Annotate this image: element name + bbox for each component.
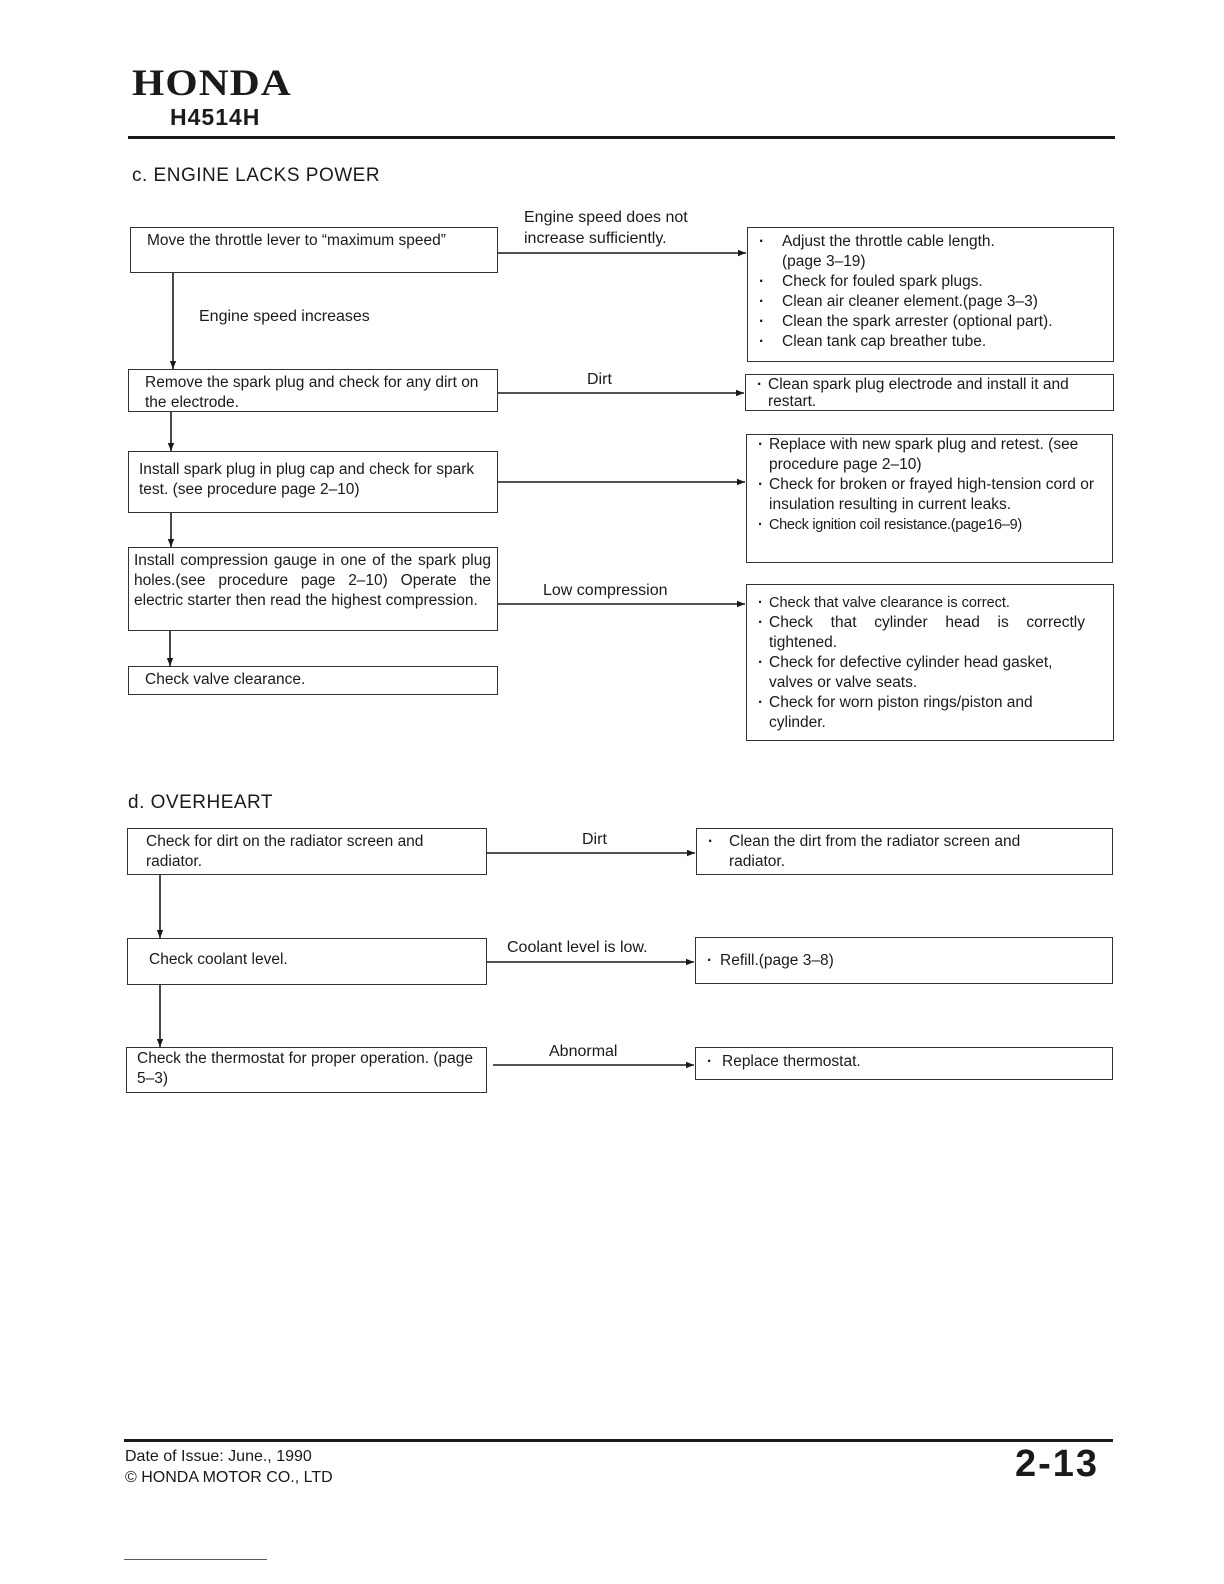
copyright: © HONDA MOTOR CO., LTD [125, 1469, 333, 1486]
footer-rule [124, 1439, 1113, 1442]
step-throttle-lever: Move the throttle lever to “maximum speed” [130, 227, 498, 273]
bottom-link-underline [124, 1559, 267, 1560]
date-of-issue: Date of Issue: June., 1990 [125, 1448, 312, 1465]
result-item: · Clean spark plug electrode and install it and restart. [768, 376, 1105, 410]
result-item: · Clean the spark arrester (optional part). [770, 312, 1105, 332]
result-item: · Clean air cleaner element.(page 3‒3) [770, 292, 1105, 312]
step-check-thermostat: Check the thermostat for proper operation. (page 5‒3) [126, 1047, 487, 1093]
label-abnormal: Abnormal [549, 1043, 618, 1060]
section-c-title: c. ENGINE LACKS POWER [132, 165, 381, 186]
step-check-coolant: Check coolant level. [127, 938, 487, 985]
label-engine-speed-not-increase: Engine speed does not increase sufficiently. [524, 209, 688, 247]
result-item: · Check for fouled spark plugs. [770, 272, 1105, 292]
step-remove-spark-plug: Remove the spark plug and check for any dirt on the electrode. [128, 369, 498, 412]
label-dirt-c: Dirt [587, 371, 612, 388]
result-item: · Clean tank cap breather tube. [770, 332, 1105, 352]
result-item: · Check for broken or frayed high-tension cord or insulation resulting in current leaks. [769, 475, 1104, 515]
result-item: · Clean the dirt from the radiator screen and radiator. [719, 832, 1104, 872]
label-coolant-low: Coolant level is low. [507, 939, 648, 956]
result-item: · Replace with new spark plug and retest. (see procedure page 2‒10) [769, 435, 1104, 475]
step-check-radiator: Check for dirt on the radiator screen and radiator. [127, 828, 487, 875]
result-item: · Adjust the throttle cable length. (page 3‒19) [770, 232, 1105, 272]
result-item: · Check that cylinder head is correctly tightened. [769, 613, 1105, 653]
page-number: 2-13 [1015, 1443, 1100, 1485]
result-item: · Check that valve clearance is correct. [769, 593, 1105, 613]
label-engine-speed-increases: Engine speed increases [199, 308, 370, 325]
step-check-valve-clearance: Check valve clearance. [128, 666, 498, 695]
model-number: H4514H [170, 104, 261, 130]
section-d-title: d. OVERHEART [128, 792, 274, 813]
result-item: · Refill.(page 3‒8) [718, 951, 1104, 971]
step-compression-gauge: Install compression gauge in one of the spark plug holes.(see procedure page 2‒10) Operate the electric starter then read the highest compression. [128, 547, 498, 631]
result-item: · Check for defective cylinder head gasket, valves or valve seats. [769, 653, 1105, 693]
label-dirt-d: Dirt [582, 831, 607, 848]
result-item: · Check ignition coil resistance.(page16–9) [769, 515, 1104, 535]
result-item: · Replace thermostat. [718, 1052, 1104, 1072]
step-spark-test: Install spark plug in plug cap and check for spark test. (see procedure page 2‒10) [128, 451, 498, 513]
result-item: · Check for worn piston rings/piston and cylinder. [769, 693, 1105, 733]
honda-logo: HONDA [132, 63, 292, 104]
label-low-compression: Low compression [543, 582, 668, 599]
